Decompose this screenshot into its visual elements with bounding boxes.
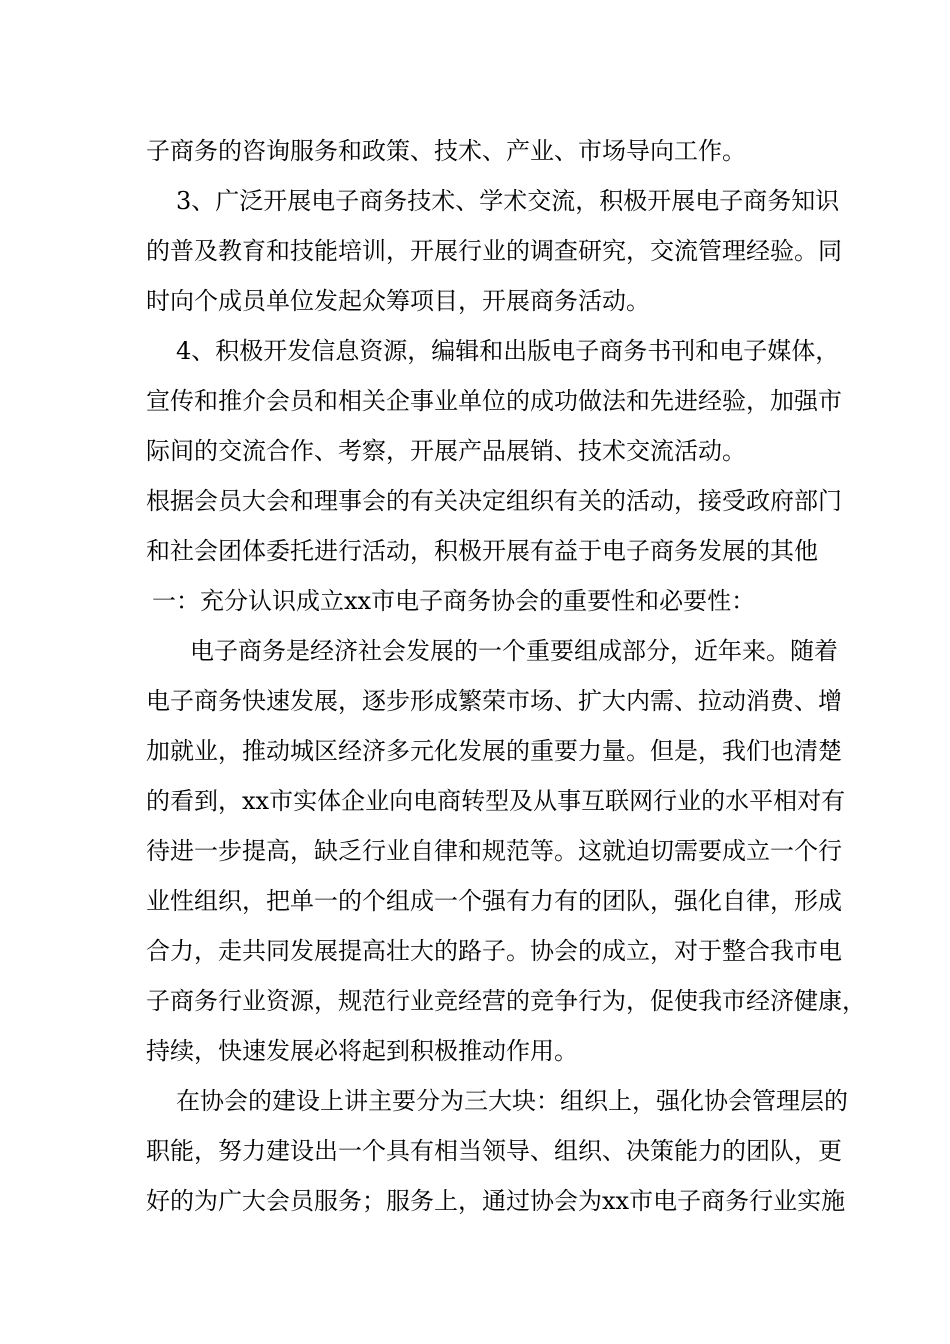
text-line: 加就业，推动城区经济多元化发展的重要力量。但是，我们也清楚 xyxy=(146,737,842,765)
text-line: 好的为广大会员服务；服务上，通过协会为xx市电子商务行业实施 xyxy=(146,1187,846,1215)
text-line: 际间的交流合作、考察，开展产品展销、技术交流活动。 xyxy=(146,437,746,465)
text-line: 待进一步提高，缺乏行业自律和规范等。这就迫切需要成立一个行 xyxy=(146,837,842,865)
text-line: 持续，快速发展必将起到积极推动作用。 xyxy=(146,1037,578,1065)
text-line: 电子商务快速发展，逐步形成繁荣市场、扩大内需、拉动消费、增 xyxy=(146,687,842,715)
text-line: 电子商务是经济社会发展的一个重要组成部分，近年来。随着 xyxy=(190,637,838,665)
text-line: 时向个成员单位发起众筹项目，开展商务活动。 xyxy=(146,287,650,315)
text-line: 宣传和推介会员和相关企事业单位的成功做法和先进经验，加强市 xyxy=(146,387,842,415)
text-line: 业性组织，把单一的个组成一个强有力有的团队，强化自律，形成 xyxy=(146,887,842,915)
text-line: 子商务行业资源，规范行业竞经营的竞争行为，促使我市经济健康， xyxy=(146,987,866,1015)
section-heading: 一：充分认识成立xx市电子商务协会的重要性和必要性： xyxy=(152,587,756,615)
text-line: 子商务的咨询服务和政策、技术、产业、市场导向工作。 xyxy=(146,137,746,165)
text-line: 职能，努力建设出一个具有相当领导、组织、决策能力的团队，更 xyxy=(146,1137,842,1165)
text-line: 的看到，xx市实体企业向电商转型及从事互联网行业的水平相对有 xyxy=(146,787,846,815)
text-line: 根据会员大会和理事会的有关决定组织有关的活动，接受政府部门 xyxy=(146,487,842,515)
text-line: 4、积极开发信息资源，编辑和出版电子商务书刊和电子媒体， xyxy=(176,337,840,365)
text-line: 和社会团体委托进行活动，积极开展有益于电子商务发展的其他 xyxy=(146,537,818,565)
text-line: 在协会的建设上讲主要分为三大块：组织上，强化协会管理层的 xyxy=(176,1087,848,1115)
text-line: 的普及教育和技能培训，开展行业的调查研究，交流管理经验。同 xyxy=(146,237,842,265)
text-line: 3、广泛开展电子商务技术、学术交流，积极开展电子商务知识 xyxy=(176,187,840,215)
text-line: 合力，走共同发展提高壮大的路子。协会的成立，对于整合我市电 xyxy=(146,937,842,965)
